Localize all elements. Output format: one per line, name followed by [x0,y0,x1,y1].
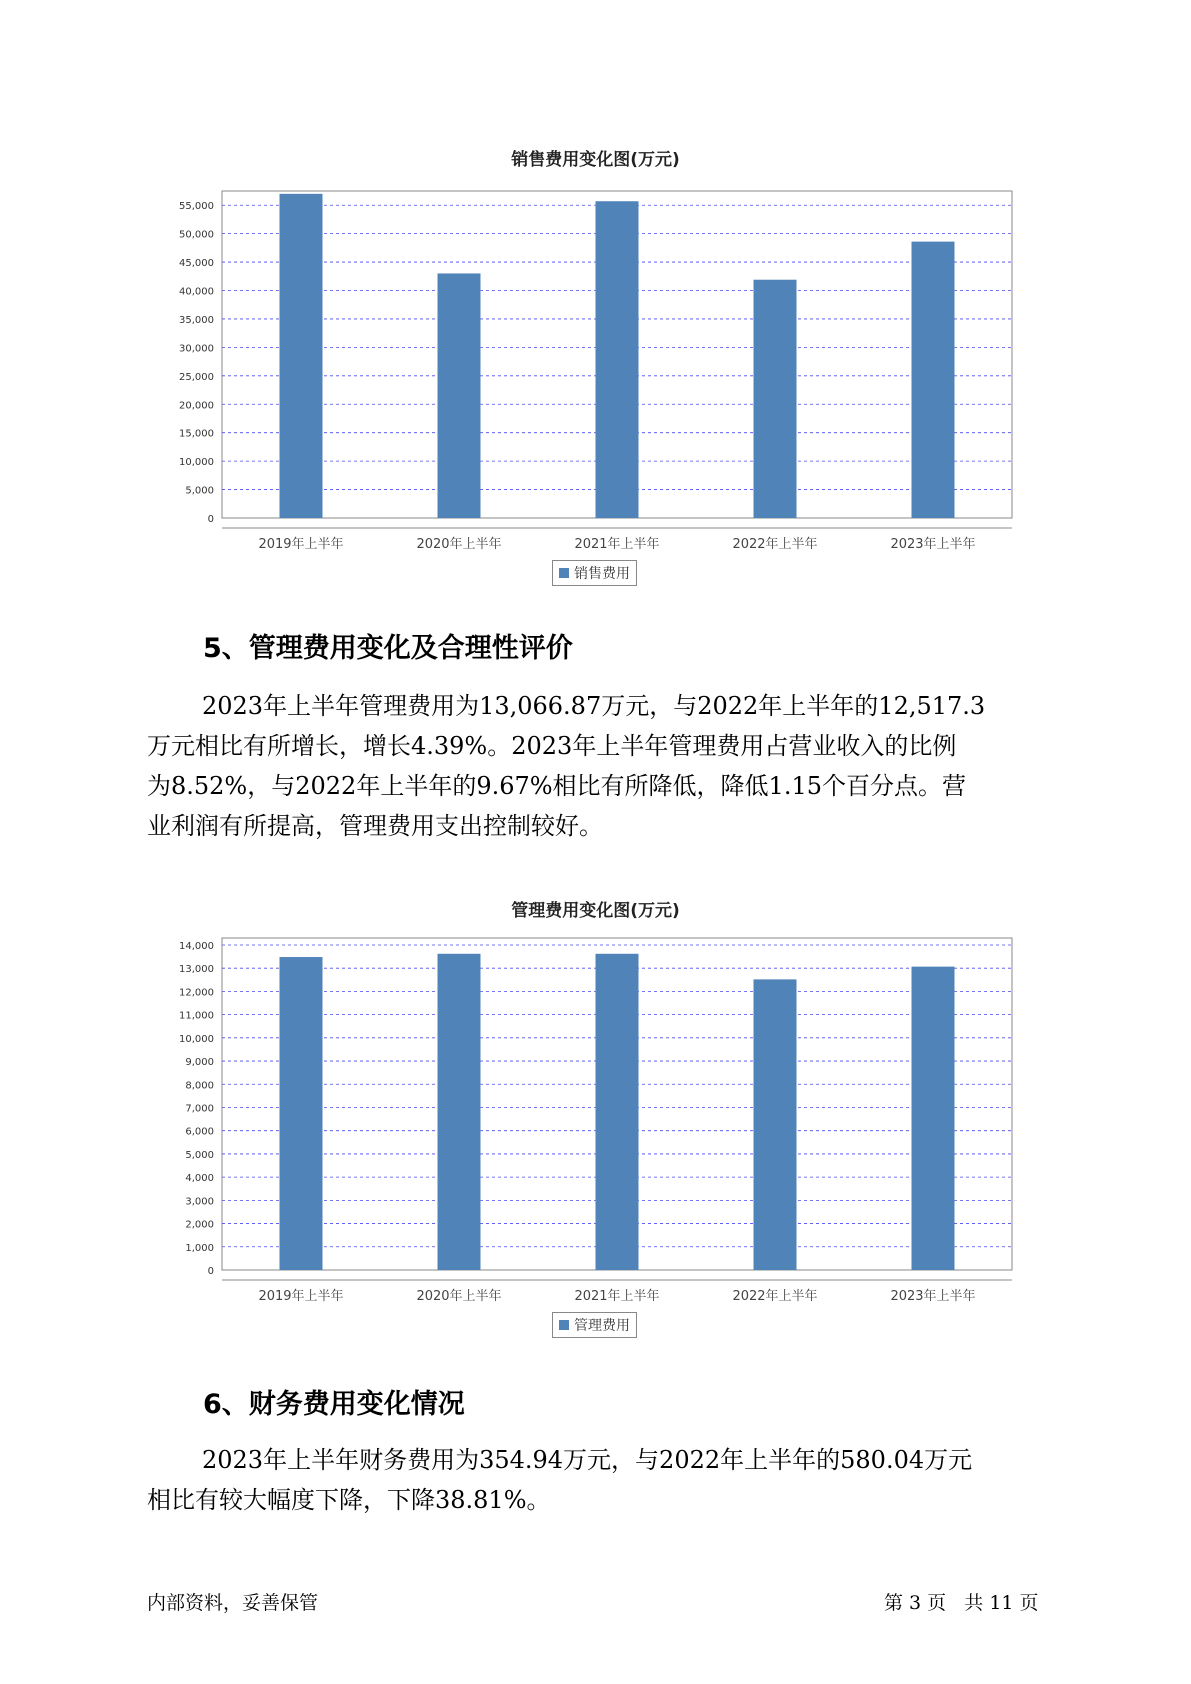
paragraph-line: 2023年上半年管理费用为13,066.87万元，与2022年上半年的12,517.3 [202,692,986,720]
footer-note: 内部资料，妥善保管 [147,1592,319,1614]
x-tick-label: 2019年上半年 [258,537,344,552]
x-tick-label: 2023年上半年 [890,537,976,552]
y-tick-label: 10,000 [179,1033,214,1045]
x-tick-label: 2020年上半年 [416,537,502,552]
chart-legend [552,1312,637,1338]
y-tick-label: 1,000 [185,1242,214,1254]
x-tick-label: 2020年上半年 [416,1289,502,1304]
legend-label: 管理费用 [574,1318,630,1334]
y-tick-label: 4,000 [185,1173,214,1185]
section-6-paragraph [147,1440,1057,1520]
y-tick-label: 14,000 [179,940,214,952]
y-tick-label: 11,000 [179,1010,214,1022]
section-5-heading: 5、管理费用变化及合理性评价 [203,633,573,664]
y-tick-label: 13,000 [179,964,214,976]
y-tick-label: 10,000 [179,457,214,469]
bar [438,954,481,1270]
y-tick-label: 15,000 [179,428,214,440]
bar [280,957,323,1270]
y-tick-label: 2,000 [185,1219,214,1231]
legend-swatch [559,1320,569,1330]
bar [596,954,639,1270]
paragraph-line: 业利润有所提高，管理费用支出控制较好。 [147,812,603,840]
x-tick-label: 2021年上半年 [574,1289,660,1304]
y-tick-label: 6,000 [185,1126,214,1138]
y-tick-label: 7,000 [185,1103,214,1115]
bar [754,979,797,1270]
paragraph-line: 2023年上半年财务费用为354.94万元，与2022年上半年的580.04万元 [202,1446,973,1474]
y-tick-label: 55,000 [179,201,214,213]
y-tick-label: 3,000 [185,1196,214,1208]
bar [912,967,955,1270]
section-6-heading: 6、财务费用变化情况 [203,1389,465,1420]
chart-title: 销售费用变化图(万元) [511,150,680,170]
legend-label: 销售费用 [574,566,630,582]
y-tick-label: 35,000 [179,314,214,326]
y-tick-label: 0 [207,514,214,525]
paragraph-line: 为8.52%，与2022年上半年的9.67%相比有所降低，降低1.15个百分点。营 [147,772,966,800]
page-number: 第 3 页 共 11 页 [884,1592,1039,1614]
y-tick-label: 20,000 [179,400,214,412]
paragraph-line: 万元相比有所增长，增长4.39%。2023年上半年管理费用占营业收入的比例 [147,732,957,760]
y-tick-label: 5,000 [185,485,214,497]
x-tick-label: 2022年上半年 [732,1289,818,1304]
y-tick-label: 30,000 [179,343,214,355]
y-tick-label: 12,000 [179,987,214,999]
y-tick-label: 50,000 [179,229,214,241]
y-tick-label: 25,000 [179,371,214,383]
y-tick-label: 8,000 [185,1080,214,1092]
x-tick-label: 2022年上半年 [732,537,818,552]
chart-title: 管理费用变化图(万元) [511,901,680,921]
x-tick-label: 2021年上半年 [574,537,660,552]
y-tick-label: 9,000 [185,1057,214,1069]
x-tick-label: 2023年上半年 [890,1289,976,1304]
y-tick-label: 0 [207,1266,214,1277]
y-tick-label: 5,000 [185,1149,214,1161]
y-tick-label: 40,000 [179,286,214,298]
paragraph-line: 相比有较大幅度下降，下降38.81%。 [147,1486,551,1514]
x-tick-label: 2019年上半年 [258,1289,344,1304]
y-tick-label: 45,000 [179,258,214,270]
